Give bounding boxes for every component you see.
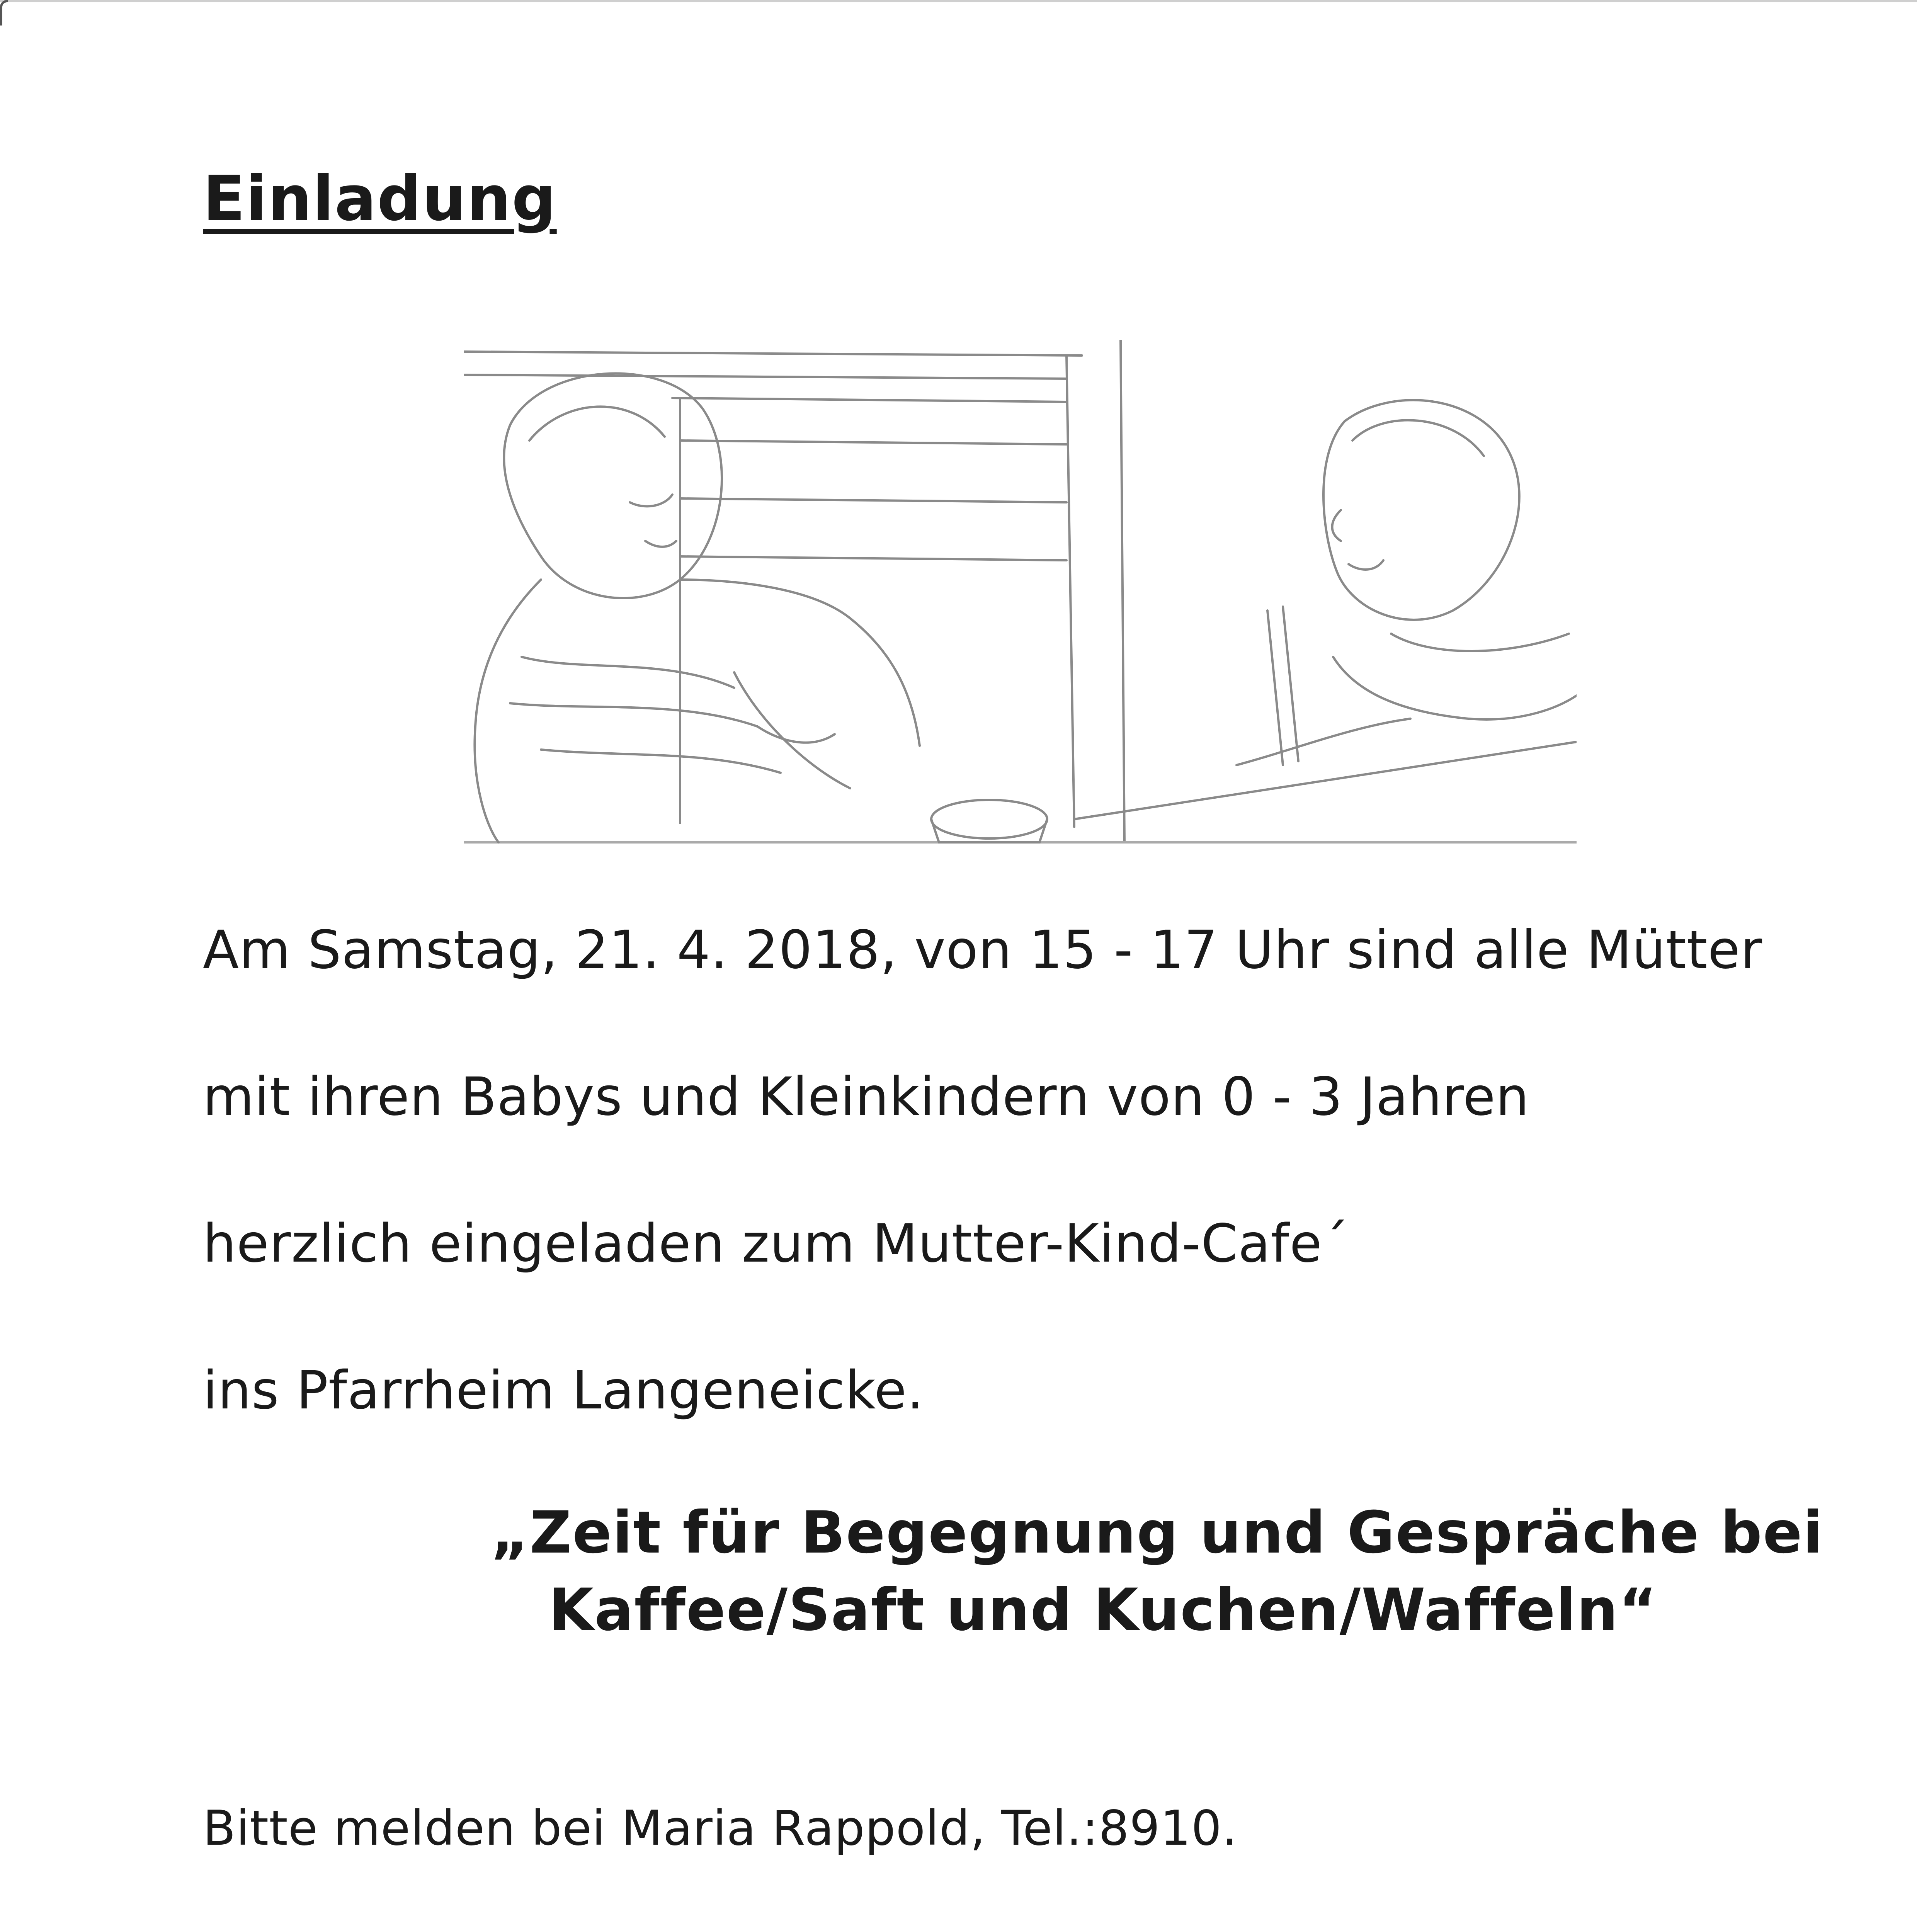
motto-line-1: „Zeit für Begegnung und Gespräche bei [491,1499,1824,1566]
invitation-line-1: Am Samstag, 21. 4. 2018, von 15 - 17 Uhr sind alle Mütter [203,920,1763,981]
motto-line-2: Kaffee/Saft und Kuchen/Waffeln“ [549,1577,1658,1644]
invitation-line-4: ins Pfarrheim Langeneicke. [203,1360,924,1421]
invitation-line-3: herzlich eingeladen zum Mutter-Kind-Cafe´ [203,1213,1349,1274]
scan-edge [0,0,1917,39]
page-title: Einladung [203,162,557,235]
scan-corner [0,0,8,26]
children-sketch-image [464,340,1577,866]
children-photo [464,340,1577,866]
invitation-line-2: mit ihren Babys und Kleinkindern von 0 - 3 Jahren [203,1066,1529,1128]
contact-line: Bitte melden bei Maria Rappold, Tel.:8910. [203,1801,1238,1856]
